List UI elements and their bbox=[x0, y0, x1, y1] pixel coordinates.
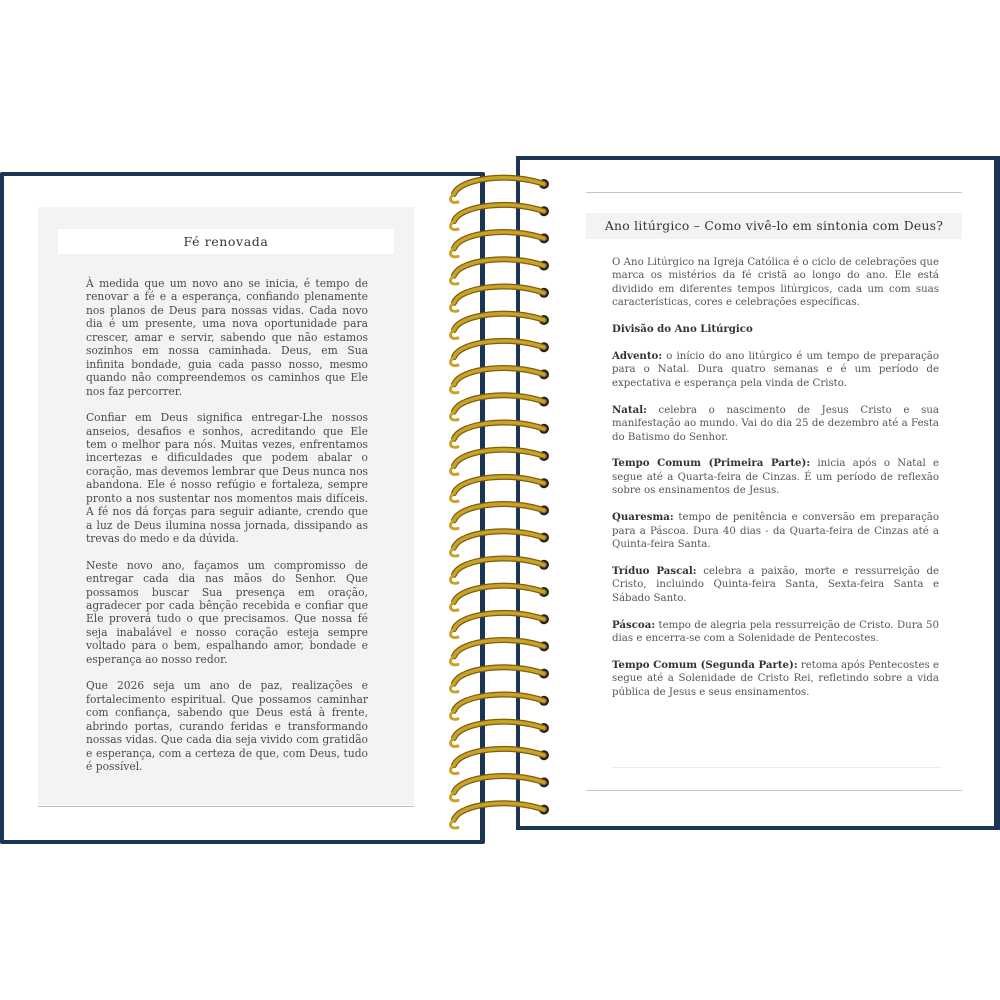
spiral-coil bbox=[451, 640, 549, 665]
spiral-coil bbox=[451, 722, 549, 747]
liturgical-item bbox=[612, 350, 939, 390]
item-term: Tríduo Pascal: bbox=[612, 564, 697, 577]
item-text: inicia após o Natal e segue até a Quarta-feira de Cinzas. É um período de reflexão sobre os ensinamentos de Jesus. bbox=[612, 458, 940, 497]
right-bottom-rule bbox=[586, 790, 962, 791]
right-intro: O Ano Litúrgico na Igreja Católica é o ciclo de celebrações que marca os mistérios da fé cristã ao longo do ano. Ele está dividido em diferentes tempos litúrgicos, cada um com suas características, cores e celebrações específicas. bbox=[612, 257, 939, 309]
spiral-coil bbox=[451, 749, 549, 774]
item-text: retoma após Pentecostes e segue até a Solenidade de Cristo Rei, refletindo sobre a vida pública de Jesus e seus ensinamentos. bbox=[612, 659, 940, 698]
left-page-title: Fé renovada bbox=[183, 234, 269, 249]
right-body-text bbox=[612, 256, 939, 713]
liturgical-item bbox=[612, 404, 939, 444]
spiral-coil bbox=[451, 776, 549, 801]
item-term: Natal: bbox=[612, 403, 647, 416]
liturgical-item bbox=[612, 457, 939, 497]
spiral-coil bbox=[451, 395, 549, 420]
spiral-coil bbox=[451, 694, 549, 719]
spiral-coil bbox=[451, 314, 549, 339]
item-term: Páscoa: bbox=[612, 618, 656, 631]
item-text: celebra o nascimento de Jesus Cristo e sua manifestação ao mundo. Vai do dia 25 de dezembro até a Festa do Batismo do Senhor. bbox=[612, 404, 939, 443]
spiral-coil bbox=[451, 286, 549, 311]
spiral-coil bbox=[451, 667, 549, 692]
left-paragraph: Neste novo ano, façamos um compromisso de entregar cada dia nas mãos do Senhor. Que possamos buscar Sua presença em oração, agradecer por cada bênção recebida e confiar que Ele proverá tudo o que precisamos. Que nossa fé seja inabalável e nosso coração esteja sempre voltado para o bem, espalhando amor, bondade e esperança ao nosso redor. bbox=[86, 558, 368, 666]
section-heading: Divisão do Ano Litúrgico bbox=[612, 323, 753, 336]
right-inner-rule bbox=[612, 767, 942, 768]
spiral-coil bbox=[451, 477, 549, 502]
item-text: tempo de alegria pela ressurreição de Cristo. Dura 50 dias e encerra-se com a Solenidade de Pentecostes. bbox=[612, 619, 939, 645]
item-term: Tempo Comum (Primeira Parte): bbox=[612, 457, 811, 470]
right-page-title: Ano litúrgico – Como vivê-lo em sintonia com Deus? bbox=[604, 219, 944, 233]
item-text: o início do ano litúrgico é um tempo de preparação para o Natal. Dura quatro semanas e é um período de expectativa e esperança pela vinda de Cristo. bbox=[612, 351, 939, 389]
liturgical-item bbox=[612, 511, 939, 551]
item-term: Tempo Comum (Segunda Parte): bbox=[612, 658, 798, 671]
spiral-coil bbox=[451, 341, 549, 366]
spiral-coil bbox=[451, 803, 549, 828]
item-text: tempo de penitência e conversão em preparação para a Páscoa. Dura 40 dias - da Quarta-feira de Cinzas até a Quinta-feira Santa. bbox=[612, 512, 939, 550]
liturgical-item bbox=[612, 565, 939, 605]
right-title-box bbox=[586, 213, 962, 239]
left-paragraph: Que 2026 seja um ano de paz, realizações e fortalecimento espiritual. Que possamos caminhar com confiança, sabendo que Deus está à frente, abrindo portas, curando feridas e transformando nossas vidas. Que cada dia seja vivido com gratidão e esperança, com a certeza de que, com Deus, tudo é possível. bbox=[86, 679, 368, 773]
item-term: Quaresma: bbox=[612, 511, 674, 524]
spiral-coil bbox=[451, 205, 549, 230]
spiral-coil bbox=[451, 613, 549, 638]
spiral-coil bbox=[451, 531, 549, 556]
spiral-coil bbox=[451, 368, 549, 393]
spiral-coil bbox=[451, 586, 549, 611]
spiral-coil bbox=[451, 422, 549, 447]
left-body-text bbox=[86, 277, 368, 786]
left-paragraph: À medida que um novo ano se inicia, é tempo de renovar a fé e a esperança, confiando plenamente nos planos de Deus para nossas vidas. Cada novo dia é um presente, uma nova oportunidade para crescer, amar e servir, sabendo que não estamos sozinhos em nossa caminhada. Deus, em Sua infinita bondade, guia cada passo nosso, mesmo quando não compreendemos os caminhos que Ele nos faz percorrer. bbox=[86, 277, 368, 398]
item-text: celebra a paixão, morte e ressurreição de Cristo, incluindo Quinta-feira Santa, Sexta-feira Santa e Sábado Santo. bbox=[612, 565, 939, 604]
spiral-coil bbox=[451, 178, 549, 203]
spiral-coil bbox=[451, 259, 549, 284]
spiral-coil bbox=[451, 558, 549, 583]
left-paragraph: Confiar em Deus significa entregar-Lhe nossos anseios, desafios e sonhos, acreditando que Ele tem o melhor para nós. Muitas vezes, enfrentamos incertezas e dificuldades que podem abalar o coração, mas devemos lembrar que Deus nunca nos abandona. Ele é nosso refúgio e fortaleza, sempre pronto a nos sustentar nos momentos mais difíceis. A fé nos dá forças para seguir adiante, crendo que a luz de Deus ilumina nossa jornada, dissipando as trevas do medo e da dúvida. bbox=[86, 411, 368, 546]
spiral-coil bbox=[451, 504, 549, 529]
spiral-coil bbox=[451, 450, 549, 475]
right-top-rule bbox=[586, 192, 962, 193]
spiral-coil bbox=[451, 232, 549, 257]
left-title-box bbox=[58, 229, 394, 254]
liturgical-item bbox=[612, 659, 939, 699]
item-term: Advento: bbox=[612, 350, 663, 363]
left-panel-divider bbox=[38, 806, 414, 807]
spiral-binding bbox=[440, 160, 560, 840]
liturgical-item bbox=[612, 619, 939, 646]
